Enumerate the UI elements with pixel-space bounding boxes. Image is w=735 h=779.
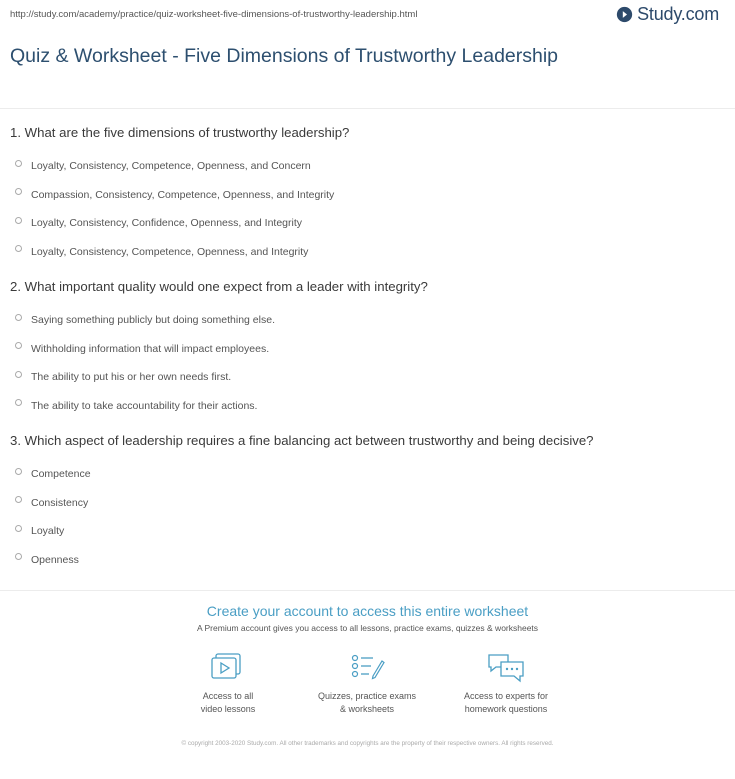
promo-subtitle: A Premium account gives you access to all lessons, practice exams, quizzes & worksheets: [196, 623, 539, 633]
feature-quizzes: [297, 652, 437, 716]
radio-icon[interactable]: [15, 553, 22, 560]
answer-option[interactable]: [10, 306, 725, 335]
option-label: Loyalty: [31, 525, 65, 538]
question-text: 2. What important quality would one expect from a leader with integrity?: [10, 279, 428, 294]
answer-option[interactable]: [10, 181, 725, 210]
video-lesson-icon: [210, 652, 246, 684]
answer-option[interactable]: [10, 460, 725, 489]
feature-label: Access to experts for homework questions: [463, 691, 549, 714]
question-3: [10, 432, 725, 574]
radio-icon[interactable]: [15, 160, 22, 167]
question-text: 1. What are the five dimensions of trustworthy leadership?: [10, 125, 350, 140]
answer-option[interactable]: [10, 238, 725, 267]
radio-icon[interactable]: [15, 314, 22, 321]
option-label: The ability to put his or her own needs first.: [31, 371, 232, 384]
answer-option[interactable]: [10, 363, 725, 392]
radio-icon[interactable]: [15, 371, 22, 378]
radio-icon[interactable]: [15, 245, 22, 252]
question-text: 3. Which aspect of leadership requires a fine balancing act between trustworthy and being decisive?: [10, 433, 594, 448]
answer-option[interactable]: [10, 517, 725, 546]
title-divider: [0, 108, 735, 109]
feature-video-lessons: [158, 652, 298, 716]
section-divider: [0, 590, 735, 591]
answer-option[interactable]: [10, 392, 725, 421]
quiz-checklist-icon: [349, 652, 385, 684]
option-label: Competence: [31, 468, 91, 481]
answer-options: [10, 152, 725, 266]
page-url: http://study.com/academy/practice/quiz-worksheet-five-dimensions-of-trustworthy-leadership.html: [10, 9, 418, 20]
radio-icon[interactable]: [15, 399, 22, 406]
answer-option[interactable]: [10, 546, 725, 575]
option-label: The ability to take accountability for their actions.: [31, 399, 258, 412]
radio-icon[interactable]: [15, 342, 22, 349]
radio-icon[interactable]: [15, 468, 22, 475]
answer-option[interactable]: [10, 209, 725, 238]
answer-option[interactable]: [10, 152, 725, 181]
question-2: [10, 278, 725, 420]
study-logo[interactable]: [616, 4, 719, 25]
answer-option[interactable]: [10, 335, 725, 364]
radio-icon[interactable]: [15, 525, 22, 532]
study-logo-icon: [616, 6, 633, 23]
option-label: Loyalty, Consistency, Confidence, Openness, and Integrity: [31, 217, 303, 230]
promo-title[interactable]: Create your account to access this entire worksheet: [206, 603, 529, 619]
chat-bubbles-icon: [486, 652, 526, 684]
copyright-notice: © copyright 2003-2020 Study.com. All other trademarks and copyrights are the property of their respective owners. All rights reserved.: [181, 740, 554, 747]
option-label: Loyalty, Consistency, Competence, Openness, and Integrity: [31, 245, 309, 258]
option-label: Consistency: [31, 496, 89, 509]
page-title: Quiz & Worksheet - Five Dimensions of Trustworthy Leadership: [10, 45, 559, 67]
question-1: [10, 124, 725, 266]
page-header: [0, 0, 735, 34]
answer-option[interactable]: [10, 489, 725, 518]
answer-options: [10, 460, 725, 574]
option-label: Compassion, Consistency, Competence, Openness, and Integrity: [31, 188, 335, 201]
feature-experts: [436, 652, 576, 716]
logo-text: Study.com: [637, 4, 719, 24]
question-list: [10, 124, 725, 574]
feature-label: Access to all video lessons: [200, 691, 256, 714]
answer-options: [10, 306, 725, 420]
radio-icon[interactable]: [15, 217, 22, 224]
feature-label: Quizzes, practice exams & worksheets: [317, 691, 417, 714]
radio-icon[interactable]: [15, 496, 22, 503]
option-label: Saying something publicly but doing something else.: [31, 314, 275, 327]
option-label: Openness: [31, 553, 79, 566]
option-label: Withholding information that will impact employees.: [31, 342, 270, 355]
option-label: Loyalty, Consistency, Competence, Openness, and Concern: [31, 160, 311, 173]
radio-icon[interactable]: [15, 188, 22, 195]
premium-promo: [0, 603, 735, 633]
